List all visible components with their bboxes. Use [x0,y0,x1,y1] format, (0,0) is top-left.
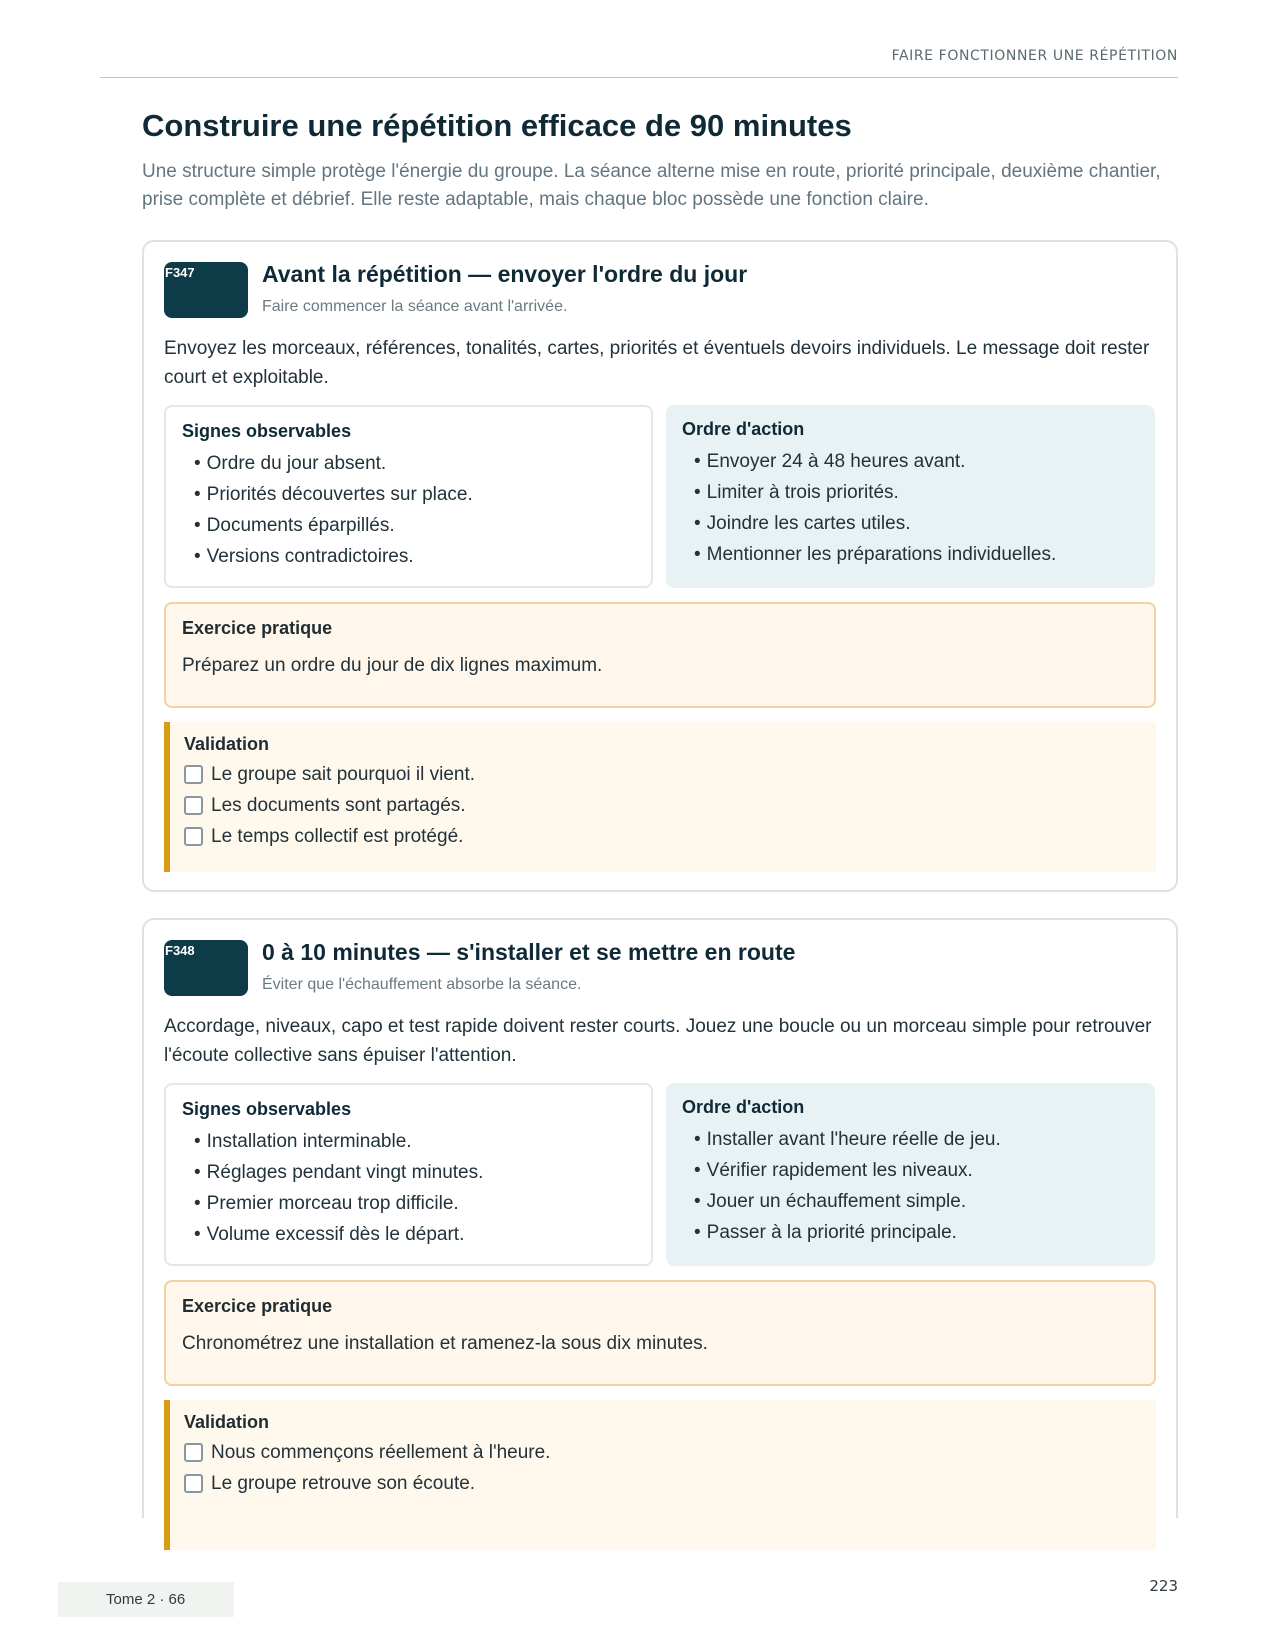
page-title: Construire une répétition efficace de 90 minutes [142,108,852,143]
signs-panel [164,405,653,588]
card-f347 [142,240,1178,892]
validation-item-label: Le temps collectif est protégé. [211,825,464,847]
list-item: • Réglages pendant vingt minutes. [182,1157,635,1188]
signs-title: Signes observables [182,421,352,441]
list-item: • Ordre du jour absent. [182,448,635,479]
validation-item [184,1468,1140,1499]
checkbox[interactable] [184,1474,203,1493]
card-body: Accordage, niveaux, capo et test rapide doivent rester courts. Jouez une boucle ou un morceau simple pour retrouver l'écoute collective sans épuiser l'attention. [164,1016,1152,1066]
validation-item-label: Le groupe retrouve son écoute. [211,1472,476,1494]
validation-title: Validation [184,734,270,754]
card-title: Avant la répétition — envoyer l'ordre du jour [262,261,748,287]
page-intro: Une structure simple protège l'énergie du groupe. La séance alterne mise en route, priorité principale, deuxième chantier, prise complète et débrief. Elle reste adaptable, mais chaque bloc possède une fonction claire. [142,161,1161,210]
validation-title: Validation [184,1412,270,1432]
actions-title: Ordre d'action [682,419,805,439]
validation-box [164,1400,1156,1550]
exercise-title: Exercice pratique [182,1296,333,1316]
card-subtitle: Faire commencer la séance avant l'arrivée. [262,298,568,315]
validation-item [184,790,1140,821]
list-item: • Priorités découvertes sur place. [182,479,635,510]
card-code-badge: F348 [164,940,248,996]
validation-item-label: Le groupe sait pourquoi il vient. [211,763,476,785]
page-number: 223 [1149,1577,1178,1595]
validation-item-label: Les documents sont partagés. [211,794,466,816]
actions-panel [666,405,1155,588]
checkbox[interactable] [184,796,203,815]
exercise-box [164,1280,1156,1386]
validation-item [184,821,1140,852]
signs-list [182,448,635,572]
signs-title: Signes observables [182,1099,352,1119]
checkbox[interactable] [184,1443,203,1462]
list-item: • Versions contradictoires. [182,541,635,572]
exercise-title: Exercice pratique [182,618,333,638]
card-code-badge: F347 [164,262,248,318]
actions-list [682,446,1139,570]
signs-panel [164,1083,653,1266]
footer-volume-tag: Tome 2 · 66 [58,1582,234,1617]
list-item: • Premier morceau trop difficile. [182,1188,635,1219]
list-item: • Passer à la priorité principale. [682,1217,1139,1248]
list-item: • Jouer un échauffement simple. [682,1186,1139,1217]
actions-panel [666,1083,1155,1266]
signs-list [182,1126,635,1250]
validation-box [164,722,1156,872]
validation-item [184,1437,1140,1468]
actions-title: Ordre d'action [682,1097,805,1117]
actions-list [682,1124,1139,1248]
exercise-box [164,602,1156,708]
validation-item [184,759,1140,790]
validation-item-label: Nous commençons réellement à l'heure. [211,1441,551,1463]
list-item: • Mentionner les préparations individuelles. [682,539,1139,570]
running-header: FAIRE FONCTIONNER UNE RÉPÉTITION [100,48,1178,78]
list-item: • Volume excessif dès le départ. [182,1219,635,1250]
card-subtitle: Éviter que l'échauffement absorbe la séance. [262,976,582,993]
card-f348 [142,918,1178,1518]
list-item: • Documents éparpillés. [182,510,635,541]
exercise-text: Chronométrez une installation et ramenez-la sous dix minutes. [182,1333,708,1354]
checkbox[interactable] [184,765,203,784]
card-title: 0 à 10 minutes — s'installer et se mettre en route [262,939,796,965]
list-item: • Envoyer 24 à 48 heures avant. [682,446,1139,477]
checkbox[interactable] [184,827,203,846]
list-item: • Installation interminable. [182,1126,635,1157]
list-item: • Installer avant l'heure réelle de jeu. [682,1124,1139,1155]
list-item: • Joindre les cartes utiles. [682,508,1139,539]
card-body: Envoyez les morceaux, références, tonalités, cartes, priorités et éventuels devoirs individuels. Le message doit rester court et exploitable. [164,338,1150,388]
list-item: • Limiter à trois priorités. [682,477,1139,508]
list-item: • Vérifier rapidement les niveaux. [682,1155,1139,1186]
exercise-text: Préparez un ordre du jour de dix lignes maximum. [182,655,603,676]
